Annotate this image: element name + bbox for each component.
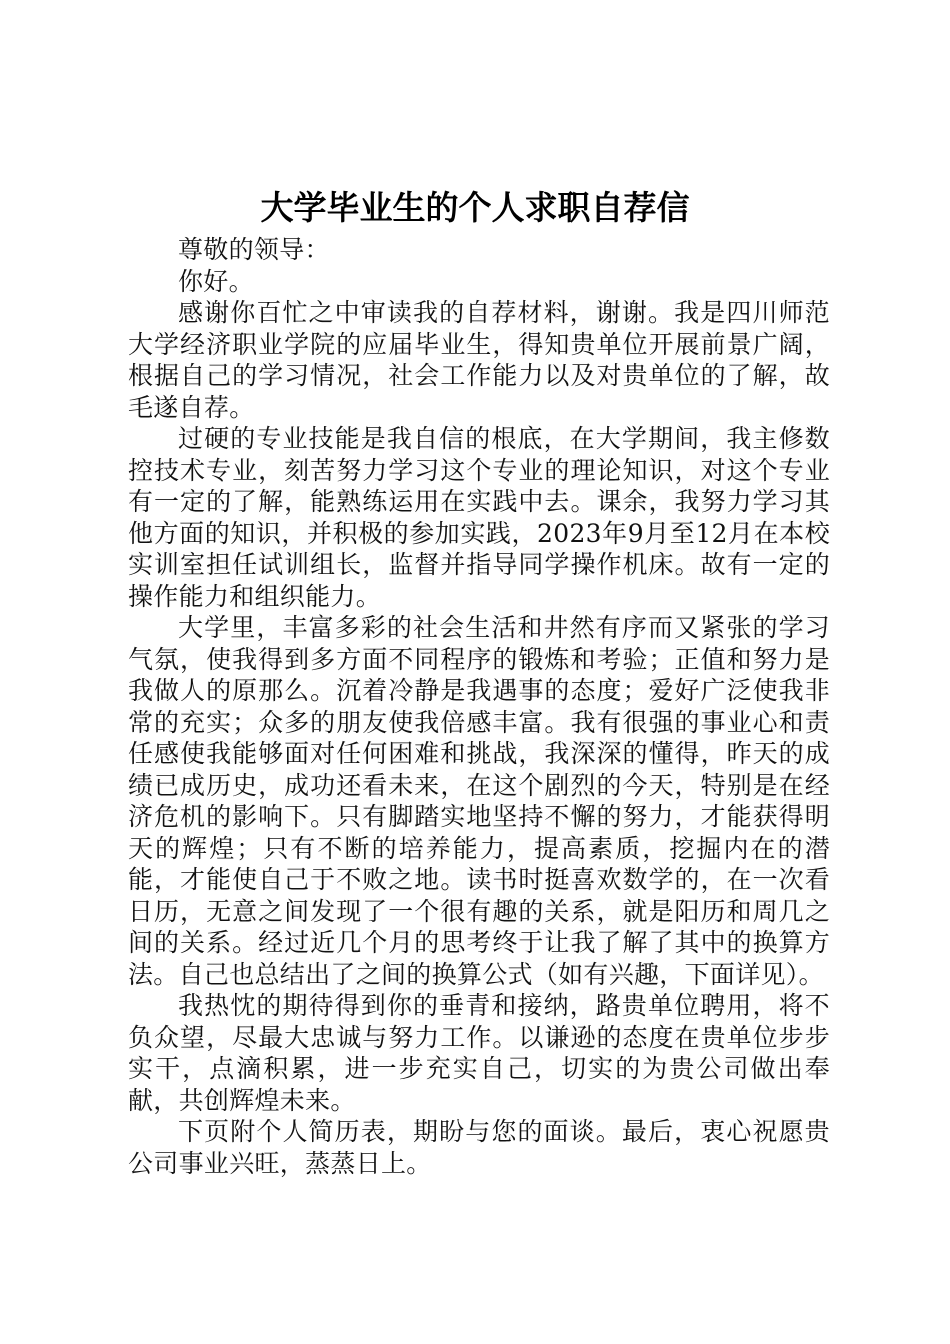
- document-title: 大学毕业生的个人求职自荐信: [260, 188, 690, 227]
- paragraph-expectation: 我热忱的期待得到你的垂青和接纳，路贵单位聘用，将不负众望，尽最大忠诚与努力工作。以谦逊的态度在贵单位步步实干，点滴积累，进一步充实自己，切实的为贵公司做出奉献，共创辉煌未来。: [128, 991, 830, 1115]
- paragraph-closing: 下页附个人简历表，期盼与您的面谈。最后，衷心祝愿贵公司事业兴旺，蒸蒸日上。: [128, 1117, 830, 1178]
- paragraph-skills: 过硬的专业技能是我自信的根底，在大学期间，我主修数控技术专业，刻苦努力学习这个专业的理论知识，对这个专业有一定的了解，能熟练运用在实践中去。课余，我努力学习其他方面的知识，并积极的参加实践，2023年9月至12月在本校实训室担任试训组长，监督并指导同学操作机床。故有一定的操作能力和组织能力。: [128, 424, 830, 611]
- paragraph-intro: 感谢你百忙之中审读我的自荐材料，谢谢。我是四川师范大学经济职业学院的应届毕业生，得知贵单位开展前景广阔，根据自己的学习情况，社会工作能力以及对贵单位的了解，故毛遂自荐。: [128, 298, 830, 422]
- letter-body: [128, 234, 830, 1179]
- paragraph-university-life: 大学里，丰富多彩的社会生活和井然有序而又紧张的学习气氛，使我得到多方面不同程序的锻炼和考验；正值和努力是我做人的原那么。沉着冷静是我遇事的态度；爱好广泛使我非常的充实；众多的朋友使我倍感丰富。我有很强的事业心和责任感使我能够面对任何困难和挑战，我深深的懂得，昨天的成绩已成历史，成功还看未来，在这个剧烈的今天，特别是在经济危机的影响下。只有脚踏实地坚持不懈的努力，才能获得明天的辉煌；只有不断的培养能力，提高素质，挖掘内在的潜能，才能使自己于不败之地。读书时挺喜欢数学的，在一次看日历，无意之间发现了一个很有趣的关系，就是阳历和周几之间的关系。经过近几个月的思考终于让我了解了其中的换算方法。自己也总结出了之间的换算公式（如有兴趣，下面详见）。: [128, 613, 830, 989]
- salutation: 尊敬的领导：: [178, 235, 330, 264]
- greeting: 你好。: [178, 266, 254, 296]
